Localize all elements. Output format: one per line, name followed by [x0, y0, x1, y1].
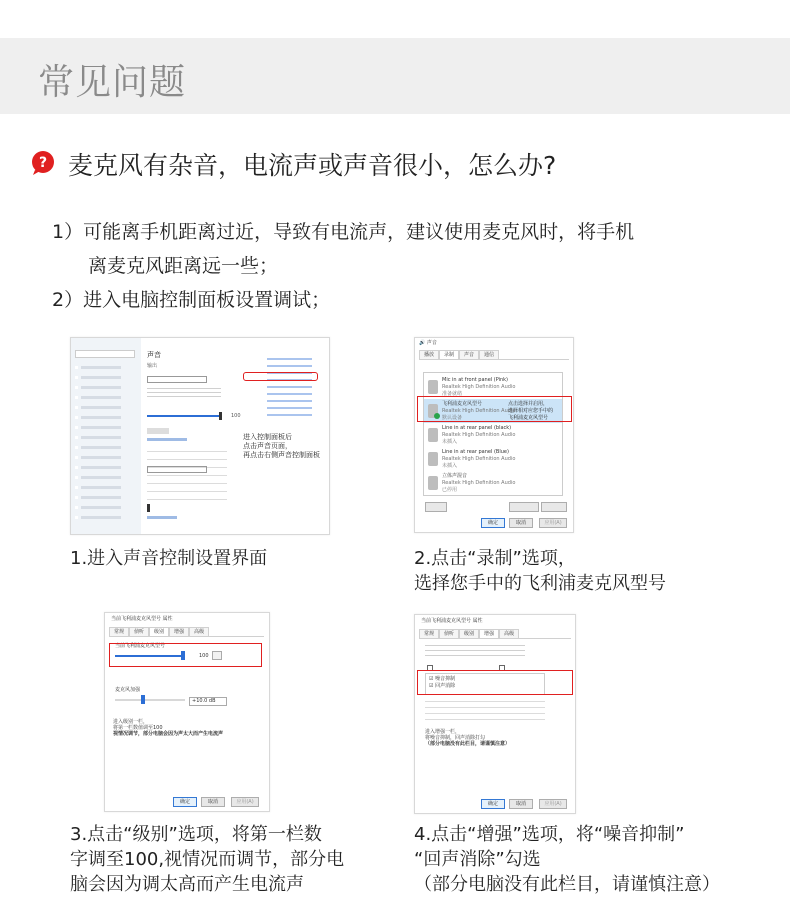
ok-button: 确定 — [481, 518, 505, 528]
settings-search-box — [75, 350, 135, 358]
cancel-button: 取消 — [201, 797, 225, 807]
svg-text:?: ? — [38, 155, 48, 171]
level2-value: +10.0 dB — [189, 697, 227, 706]
level2-slider — [115, 699, 185, 701]
step3-caption-line-1: 3.点击“级别”选项，将第一栏数 — [70, 824, 322, 845]
tip-2: 2）进入电脑控制面板设置调试； — [52, 289, 331, 311]
highlight-level1 — [109, 643, 262, 667]
device-item: Line in at rear panel (Blue) Realtek High Definition Audio 未插入 — [424, 447, 562, 471]
device-item: Line in at rear panel (black) Realtek High Definition Audio 未插入 — [424, 423, 562, 447]
ok-button: 确定 — [481, 799, 505, 809]
tip-1-line-1: 1）可能离手机距离过近，导致有电流声，建议使用麦克风时，将手机 — [52, 221, 635, 243]
volume-slider — [147, 415, 221, 417]
tip-1-line-2: 离麦克风距离远一些； — [88, 255, 279, 277]
enhancements-window-title: 当前飞利浦麦克风型号 属性 — [421, 618, 483, 624]
step2-caption-line-2: 选择您手中的飞利浦麦克风型号 — [414, 573, 666, 594]
recording-tabs: 播放 录制 声音 通信 — [419, 350, 499, 359]
ok-button: 确定 — [173, 797, 197, 807]
step2-caption — [414, 546, 666, 596]
highlight-selected-device — [417, 396, 572, 422]
step3-caption — [70, 822, 344, 897]
level1-value: 100 — [199, 653, 209, 659]
levels-window-title: 当前飞利浦麦克风型号 属性 — [111, 616, 173, 622]
step4-caption-line-2: “回声消除”勾选 — [414, 849, 541, 870]
level1-label: 当前飞利浦麦克风型号 — [115, 643, 166, 649]
echo-cancellation-option: ☑ 回声消除 — [429, 683, 456, 689]
step2-caption-line-1: 2.点击“录制”选项， — [414, 548, 576, 569]
output-label: 输出 — [147, 363, 158, 369]
input-device-dropdown — [147, 466, 207, 473]
question-text: 麦克风有杂音，电流声或声音很小，怎么办? — [68, 151, 557, 180]
output-device-dropdown — [147, 376, 207, 383]
highlight-enhancement-options — [417, 670, 573, 695]
step3-caption-line-2: 字调至100,视情况而调节，部分电 — [70, 849, 345, 870]
level2-label: 麦克风加强 — [115, 687, 141, 693]
section-header — [0, 38, 790, 114]
question-icon — [30, 150, 56, 176]
apply-button: 应用(A) — [539, 518, 567, 528]
noise-suppression-option: ☑ 噪音抑制 — [429, 676, 456, 682]
cancel-button: 取消 — [509, 518, 533, 528]
sound-window-title: 声音 — [147, 351, 161, 359]
cancel-button: 取消 — [509, 799, 533, 809]
step4-caption — [414, 822, 720, 897]
apply-button: 应用(A) — [539, 799, 567, 809]
section-title: 常见问题 — [38, 62, 187, 103]
screenshot-levels-tab — [104, 612, 270, 812]
device-list — [423, 372, 563, 496]
device-item-selected: 飞利浦麦克风型号 Realtek High Definition Audio 默认设备 点击选择并启用， 选择相对应您手中的 飞利浦麦克风型号 — [424, 399, 562, 423]
volume-value: 100 — [231, 413, 241, 419]
screenshot-recording-tab: 🔊 声音 播放 录制 声音 通信 Mic in at front panel (Pink) Realtek High Definition Audio 准备就绪 飞利浦麦克风型号 Realtek High Definition Audio 默认设备 点击选择并启用， 选择相对应您手中的 飞利浦麦克风型号 Line in at rear panel (black) Realtek High Definition Audio 未插入 Line in at rear panel (Blue) Realtek High Definition Audio 未插入 立体声混音 Realtek High Definition Audio 已停用 确定 取消 应用(A) — [414, 337, 574, 533]
step4-note: 进入增强一栏， 将噪音抑制，回声消除打勾 （部分电脑没有此栏目，请谨慎注意） — [425, 729, 511, 747]
device-item: Mic in at front panel (Pink) Realtek High Definition Audio 准备就绪 — [424, 375, 562, 399]
step3-note: 进入级别一栏， 将第一栏数值调至100 视情况调节，部分电脑会因为声太大而产生电流声 — [113, 719, 224, 737]
highlight-sound-control-panel — [243, 372, 318, 381]
step3-caption-line-3: 脑会因为调太高而产生电流声 — [70, 874, 304, 895]
step1-annotation: 进入控制面板后 点击声音页面， 再点击右侧声音控制面板 — [243, 433, 320, 459]
settings-sidebar — [71, 338, 141, 534]
enhancements-tabs: 常规 侦听 级别 增强 高级 — [419, 629, 519, 638]
apply-button: 应用(A) — [231, 797, 259, 807]
levels-tabs: 常规 侦听 级别 增强 高级 — [109, 627, 209, 636]
step4-caption-line-3: （部分电脑没有此栏目，请谨慎注意） — [414, 874, 720, 895]
step1-caption: 1.进入声音控制设置界面 — [70, 548, 268, 569]
step4-caption-line-1: 4.点击“增强”选项，将“噪音抑制” — [414, 824, 685, 845]
device-item: 立体声混音 Realtek High Definition Audio 已停用 — [424, 471, 562, 495]
screenshot-sound-settings — [70, 337, 330, 535]
screenshot-enhancements-tab — [414, 614, 576, 814]
